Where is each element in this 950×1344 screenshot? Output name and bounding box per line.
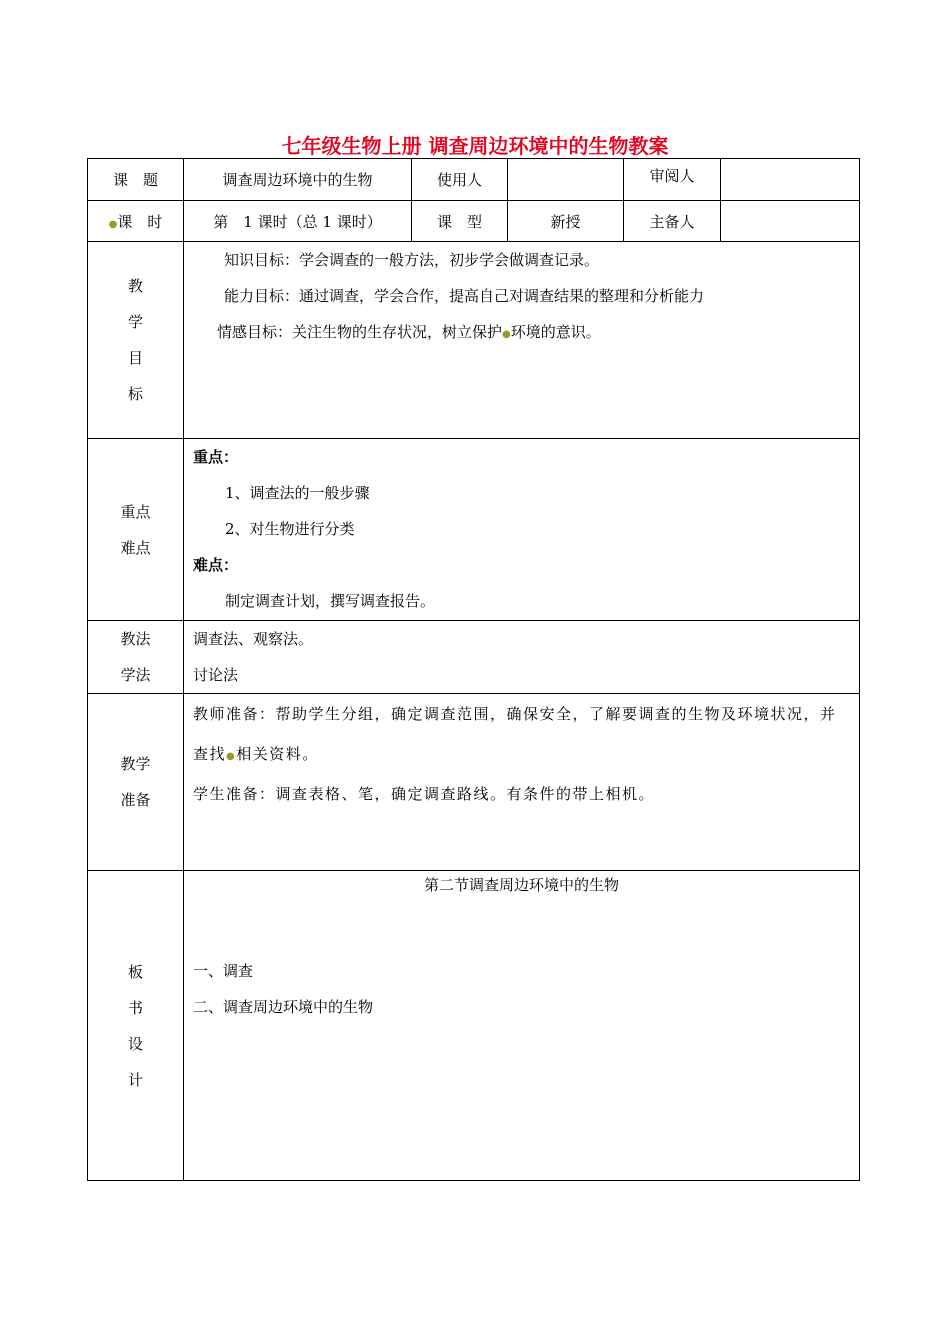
preparation-label-line: 教学 (120, 755, 151, 773)
emotion-objective (184, 314, 859, 353)
lesson-plan-table (87, 158, 860, 1181)
emotion-objective-part: 情感目标：关注生物的生存状况，树立保护 (217, 323, 503, 341)
board-label-char: 书 (127, 998, 143, 1017)
reviewer-label: 审阅人 (624, 159, 721, 201)
board-label-char: 板 (127, 962, 143, 981)
header-row-2 (88, 201, 860, 242)
key-points-label-line: 难点 (120, 538, 151, 557)
period-label-cell (88, 201, 184, 242)
stray-dot-mark: ● (502, 329, 511, 340)
preparation-label (88, 694, 184, 871)
difficult-point-text: 制定调查计划，撰写调查报告。 (225, 592, 436, 610)
board-spacer (193, 899, 859, 953)
key-points-label (88, 439, 184, 621)
objectives-content (184, 242, 860, 439)
key-points-label-line: 重点 (120, 502, 151, 521)
teacher-preparation-text: 相关资料。 (236, 745, 319, 763)
methods-row (88, 621, 860, 694)
emotion-objective-part: 环境的意识。 (510, 323, 601, 341)
ability-objective: 能力目标：通过调查，学会合作，提高自己对调查结果的整理和分析能力 (224, 287, 705, 305)
preparation-content (184, 694, 860, 871)
objectives-label-char: 目 (127, 349, 143, 367)
board-design-row (88, 871, 860, 1181)
objectives-label (88, 242, 184, 439)
methods-content (184, 621, 860, 694)
board-design-content (184, 871, 860, 1181)
knowledge-objective: 知识目标：学会调查的一般方法，初步学会做调查记录。 (224, 251, 600, 269)
type-value: 新授 (508, 201, 624, 242)
type-label: 课 型 (412, 201, 508, 242)
key-points-heading: 重点： (193, 448, 239, 466)
objectives-label-char: 学 (127, 313, 143, 331)
key-point-item: 1、调查法的一般步骤 (225, 484, 370, 502)
topic-label: 课 题 (88, 159, 184, 201)
board-item: 二、调查周边环境中的生物 (193, 998, 374, 1016)
key-point-item: 2、对生物进行分类 (225, 520, 355, 538)
period-value: 第 1 课时（总 1 课时） (184, 201, 412, 242)
methods-label (88, 621, 184, 694)
method-line: 调查法、观察法。 (193, 630, 314, 648)
key-points-row (88, 439, 860, 621)
board-heading: 第二节调查周边环境中的生物 (423, 876, 619, 894)
document-title: 七年级生物上册 调查周边环境中的生物教案 (281, 134, 669, 158)
preparation-label-line: 准备 (120, 791, 151, 809)
board-label-char: 计 (127, 1070, 143, 1089)
stray-dot-mark: ● (226, 751, 237, 762)
stray-dot-mark: ● (108, 218, 118, 230)
student-preparation: 学生准备：调查表格、笔，确定调查路线。有条件的带上相机。 (193, 785, 656, 803)
objectives-row (88, 242, 860, 439)
user-value (508, 159, 624, 201)
board-design-label (88, 871, 184, 1181)
teacher-preparation-text: 教师准备：帮助学生分组，确定调查范围，确保安全，了解要调查的生物及环境状况，并查找 (193, 705, 837, 763)
objectives-label-char: 标 (127, 385, 143, 403)
methods-label-line: 学法 (120, 666, 151, 684)
methods-label-line: 教法 (120, 630, 151, 648)
difficult-points-heading: 难点： (193, 556, 239, 574)
reviewer-value (721, 159, 860, 201)
topic-value: 调查周边环境中的生物 (184, 159, 412, 201)
preparer-label: 主备人 (624, 201, 721, 242)
board-label-char: 设 (127, 1034, 143, 1053)
board-item: 一、调查 (193, 962, 254, 980)
header-row-1 (88, 159, 860, 201)
method-line: 讨论法 (193, 666, 239, 684)
teacher-preparation (193, 694, 851, 777)
key-points-content (184, 439, 860, 621)
user-label: 使用人 (412, 159, 508, 201)
period-label: 课 时 (117, 212, 163, 231)
objectives-label-char: 教 (127, 277, 143, 295)
preparer-value (721, 201, 860, 242)
preparation-row (88, 694, 860, 871)
